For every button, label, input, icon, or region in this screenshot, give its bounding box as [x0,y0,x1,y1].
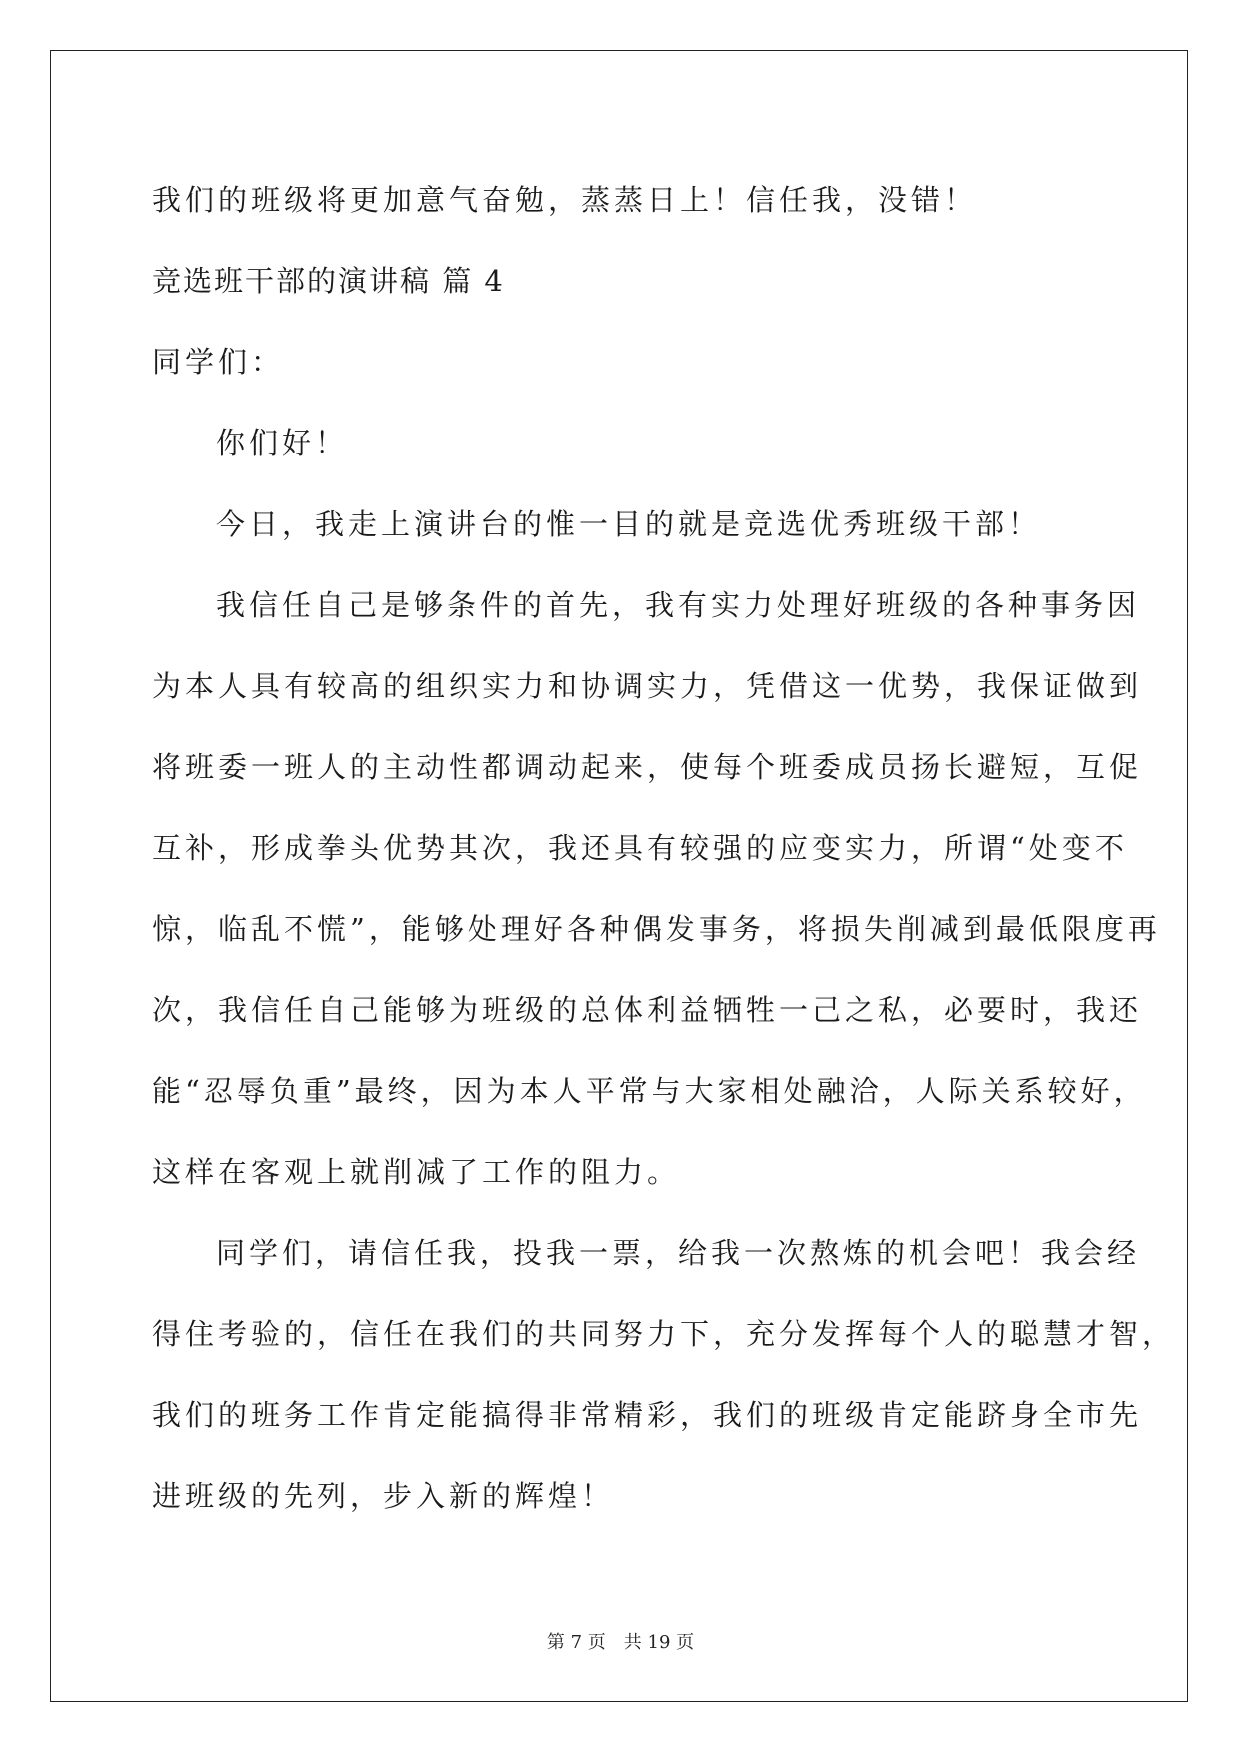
text-line: 互补，形成拳头优势其次，我还具有较强的应变实力，所谓“处变不 [152,831,1128,865]
text-line: 进班级的先列，步入新的辉煌！ [152,1479,615,1513]
text-line: 同学们，请信任我，投我一票，给我一次熬炼的机会吧！我会经 [216,1236,1141,1270]
text-line: 为本人具有较高的组织实力和协调实力，凭借这一优势，我保证做到 [152,669,1143,703]
text-line: 能“忍辱负重”最终，因为本人平常与大家相处融洽，人际关系较好， [152,1074,1147,1108]
text-line: 将班委一班人的主动性都调动起来，使每个班委成员扬长避短，互促 [152,750,1143,784]
text-line: 今日，我走上演讲台的惟一目的就是竞选优秀班级干部！ [216,507,1042,541]
text-line: 次，我信任自己能够为班级的总体利益牺牲一己之私，必要时，我还 [152,993,1143,1027]
page-total: 共 19 页 [623,1632,695,1653]
section-heading: 竞选班干部的演讲稿 篇 4 [152,264,505,298]
greeting: 你们好！ [216,426,349,460]
salutation: 同学们： [152,345,285,379]
text-line: 我信任自己是够条件的首先，我有实力处理好班级的各种事务因 [216,588,1141,622]
page-number: 第 7 页 [546,1632,606,1653]
text-line: 得住考验的，信任在我们的共同努力下，充分发挥每个人的聪慧才智， [152,1317,1176,1351]
text-line: 这样在客观上就削减了工作的阻力。 [152,1155,681,1189]
text-line: 我们的班务工作肯定能搞得非常精彩，我们的班级肯定能跻身全市先 [152,1398,1143,1432]
page-footer [0,1628,1241,1654]
document-body [152,160,1176,1537]
text-line: 我们的班级将更加意气奋勉，蒸蒸日上！信任我，没错！ [152,183,978,217]
text-line: 惊，临乱不慌”，能够处理好各种偶发事务，将损失削减到最低限度再 [152,912,1161,946]
